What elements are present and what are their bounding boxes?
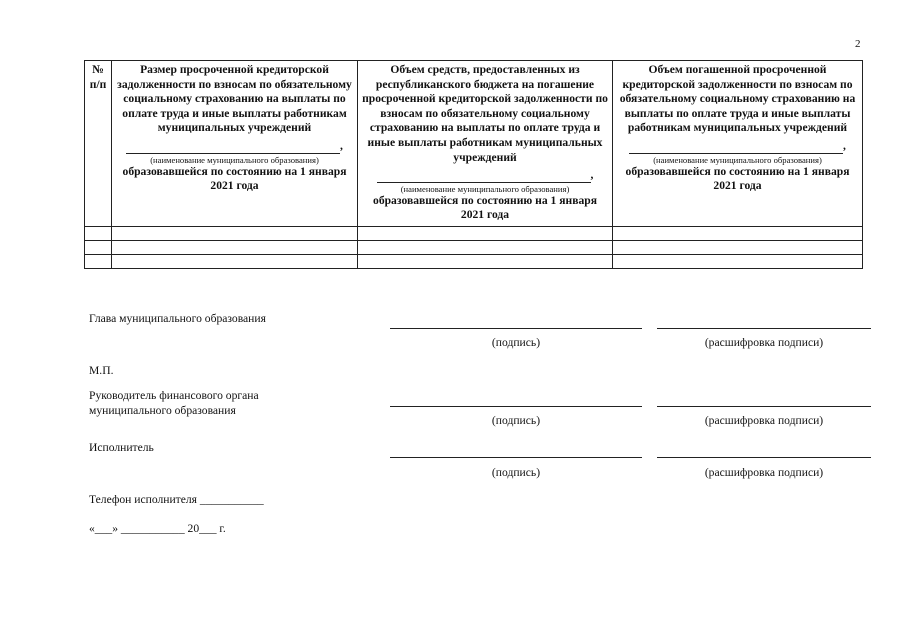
executor-decoding-line[interactable] [657,457,871,458]
executor-signature-line[interactable] [390,457,642,458]
col-repaid-title: Объем погашенной просроченной кредиторской задолженности по взносам по обязательному социальному страхованию на выплаты по оплате труда и иные выплаты работникам муниципальных учреждений [619,63,856,135]
finance-label-line-1: Руководитель финансового органа [89,389,259,402]
table-header-row [85,61,863,227]
head-signature-line[interactable] [390,328,642,329]
municipality-hint: (наименование муниципального образования) [400,183,570,194]
finance-signature-line[interactable] [390,406,642,407]
head-label: Глава муниципального образования [89,312,266,325]
table-row [85,226,863,240]
decoding-caption: (расшифровка подписи) [704,336,824,349]
col-repaid-header [613,61,863,227]
municipality-hint: (наименование муниципального образования) [653,154,822,165]
date-suffix: образовавшейся по состоянию на 1 января 2021 года [373,193,597,222]
table-row [85,240,863,254]
table-row [85,254,863,268]
comma: , [843,138,846,152]
date-suffix: образовавшейся по состоянию на 1 января 2021 года [625,164,850,193]
phone-label: Телефон исполнителя ___________ [89,493,264,506]
col-funds-title: Объем средств, предоставленных из республиканского бюджета на погашение просроченной кредиторской задолженности по взносам по обязательному социальному страхованию на выплаты по оплате труда и иные выплаты работникам муниципальных учреждений [362,63,608,164]
signature-caption: (подпись) [491,466,541,479]
finance-head-label [89,389,259,418]
decoding-caption: (расшифровка подписи) [704,414,824,427]
col-overdue-header [112,61,358,227]
signature-caption: (подпись) [491,414,541,427]
executor-label: Исполнитель [89,441,154,454]
page-number: 2 [855,38,861,50]
municipality-hint: (наименование муниципального образования) [150,154,319,165]
signature-caption: (подпись) [491,336,541,349]
col-overdue-title: Размер просроченной кредиторской задолженности по взносам по обязательному социальному страхованию на выплаты по оплате труда и иные выплаты работникам муниципальных учреждений [117,63,352,135]
report-table [84,60,863,269]
col-number-header: № п/п [85,61,112,227]
comma: , [340,138,343,152]
finance-label-line-2: муниципального образования [89,403,236,417]
col-funds-header [358,61,613,227]
comma: , [590,168,594,182]
head-decoding-line[interactable] [657,328,871,329]
finance-decoding-line[interactable] [657,406,871,407]
date-line: «___» ___________ 20___ г. [89,522,226,535]
decoding-caption: (расшифровка подписи) [704,466,824,479]
seal-label: М.П. [89,364,114,377]
date-suffix: образовавшейся по состоянию на 1 января 2021 года [122,164,347,193]
